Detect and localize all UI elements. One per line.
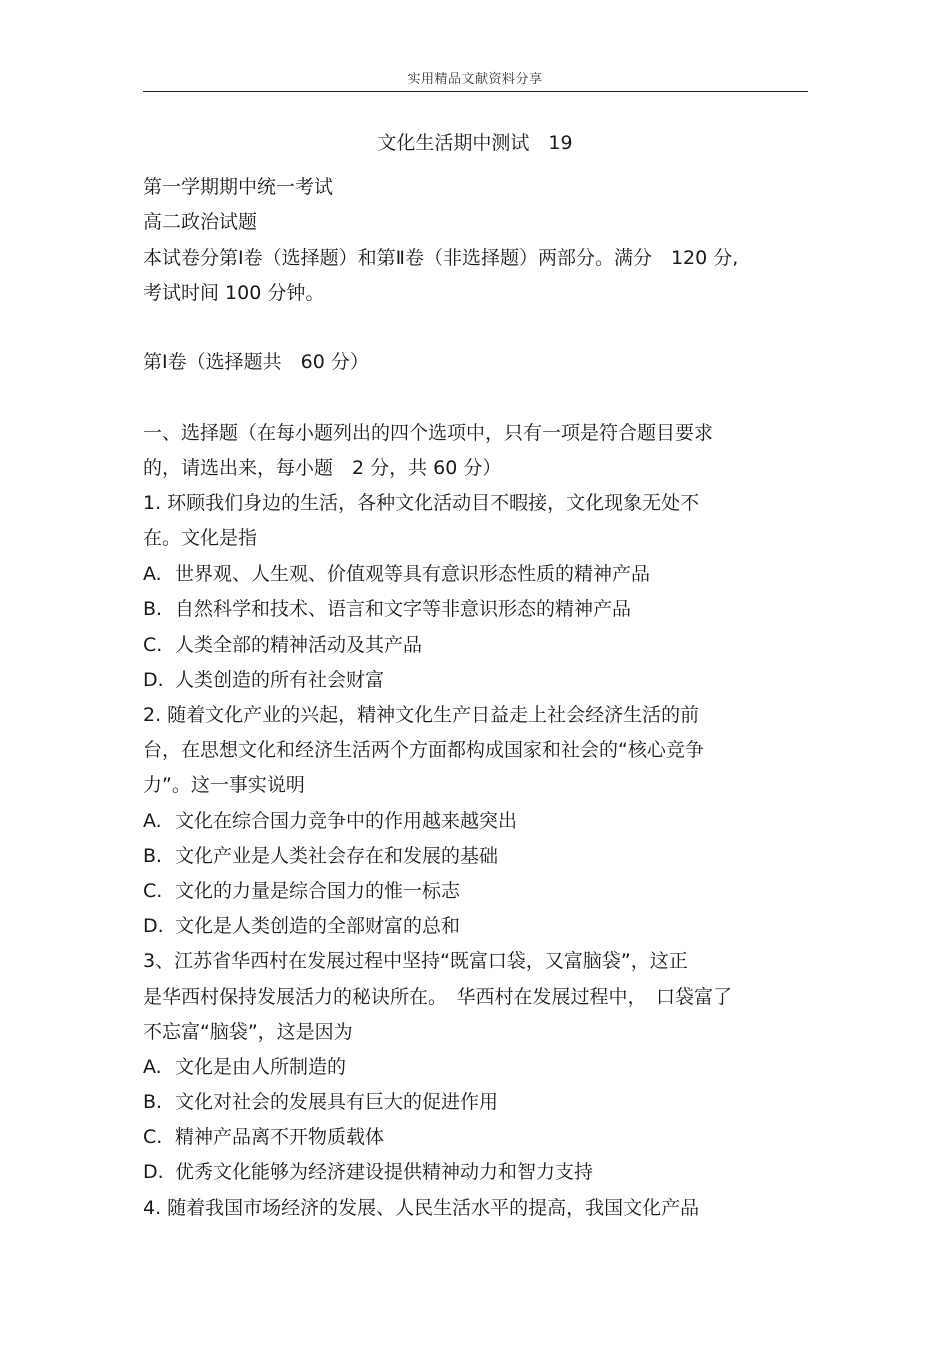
question-stem: 3、江苏省华西村在发展过程中坚持“既富口袋，又富脑袋”，这正 (143, 950, 688, 972)
option-letter: A. (143, 1056, 162, 1078)
option-letter: C. (143, 634, 163, 656)
section-instructions: 的，请选出来，每小题 2 分，共 60 分） (143, 457, 502, 479)
question-stem: 4. 随着我国市场经济的发展、人民生活水平的提高，我国文化产品 (143, 1197, 700, 1219)
option-text: 文化是人类创造的全部财富的总和 (175, 915, 461, 937)
intro-line: 本试卷分第Ⅰ卷（选择题）和第Ⅱ卷（非选择题）两部分。满分 120 分, (143, 247, 739, 269)
option-letter: B. (143, 845, 163, 867)
answer-option (143, 1128, 384, 1147)
option-text: 人类全部的精神活动及其产品 (175, 634, 423, 656)
question-stem: 1. 环顾我们身边的生活，各种文化活动目不暇接，文化现象无处不 (143, 492, 700, 514)
option-letter: B. (143, 1091, 163, 1113)
option-letter: C. (143, 880, 163, 902)
question-stem: 2. 随着文化产业的兴起，精神文化生产日益走上社会经济生活的前 (143, 704, 700, 726)
option-letter: D. (143, 1161, 164, 1183)
document-title: 文化生活期中测试 19 (377, 132, 573, 154)
answer-option (143, 671, 384, 690)
option-letter: A. (143, 563, 162, 585)
option-text: 精神产品离不开物质载体 (175, 1126, 385, 1148)
option-letter: B. (143, 598, 163, 620)
section-instructions: 一、选择题（在每小题列出的四个选项中，只有一项是符合题目要求 (143, 422, 714, 444)
answer-option (143, 600, 631, 619)
question-stem: 力”。这一事实说明 (143, 774, 305, 796)
answer-option (143, 636, 422, 655)
option-text: 自然科学和技术、语言和文字等非意识形态的精神产品 (175, 598, 632, 620)
subject-line: 高二政治试题 (143, 211, 258, 233)
page-header: 实用精品文献资料分享 (407, 72, 543, 87)
answer-option (143, 1058, 346, 1077)
answer-option (143, 1093, 498, 1112)
answer-option (143, 847, 498, 866)
question-stem: 不忘富“脑袋”，这是因为 (143, 1021, 353, 1043)
answer-option (143, 1163, 593, 1182)
answer-option (143, 917, 460, 936)
option-text: 文化对社会的发展具有巨大的促进作用 (175, 1091, 499, 1113)
intro-line: 考试时间 100 分钟。 (143, 282, 325, 304)
question-stem: 在。文化是指 (143, 527, 258, 549)
option-text: 文化产业是人类社会存在和发展的基础 (175, 845, 499, 867)
option-text: 世界观、人生观、价值观等具有意识形态性质的精神产品 (175, 563, 651, 585)
option-letter: D. (143, 669, 164, 691)
exam-line: 第一学期期中统一考试 (143, 176, 334, 198)
option-letter: A. (143, 810, 162, 832)
question-stem: 台，在思想文化和经济生活两个方面都构成国家和社会的“核心竞争 (143, 739, 704, 761)
option-text: 文化的力量是综合国力的惟一标志 (175, 880, 461, 902)
option-text: 文化是由人所制造的 (175, 1056, 347, 1078)
question-stem: 是华西村保持发展活力的秘诀所在。 华西村在发展过程中， 口袋富了 (143, 986, 733, 1008)
option-text: 人类创造的所有社会财富 (175, 669, 385, 691)
option-text: 文化在综合国力竞争中的作用越来越突出 (175, 810, 518, 832)
header-divider (143, 91, 808, 92)
answer-option (143, 882, 460, 901)
part1-heading: 第Ⅰ卷（选择题共 60 分） (143, 351, 369, 373)
option-letter: D. (143, 915, 164, 937)
option-letter: C. (143, 1126, 163, 1148)
answer-option (143, 565, 650, 584)
option-text: 优秀文化能够为经济建设提供精神动力和智力支持 (175, 1161, 594, 1183)
answer-option (143, 812, 517, 831)
